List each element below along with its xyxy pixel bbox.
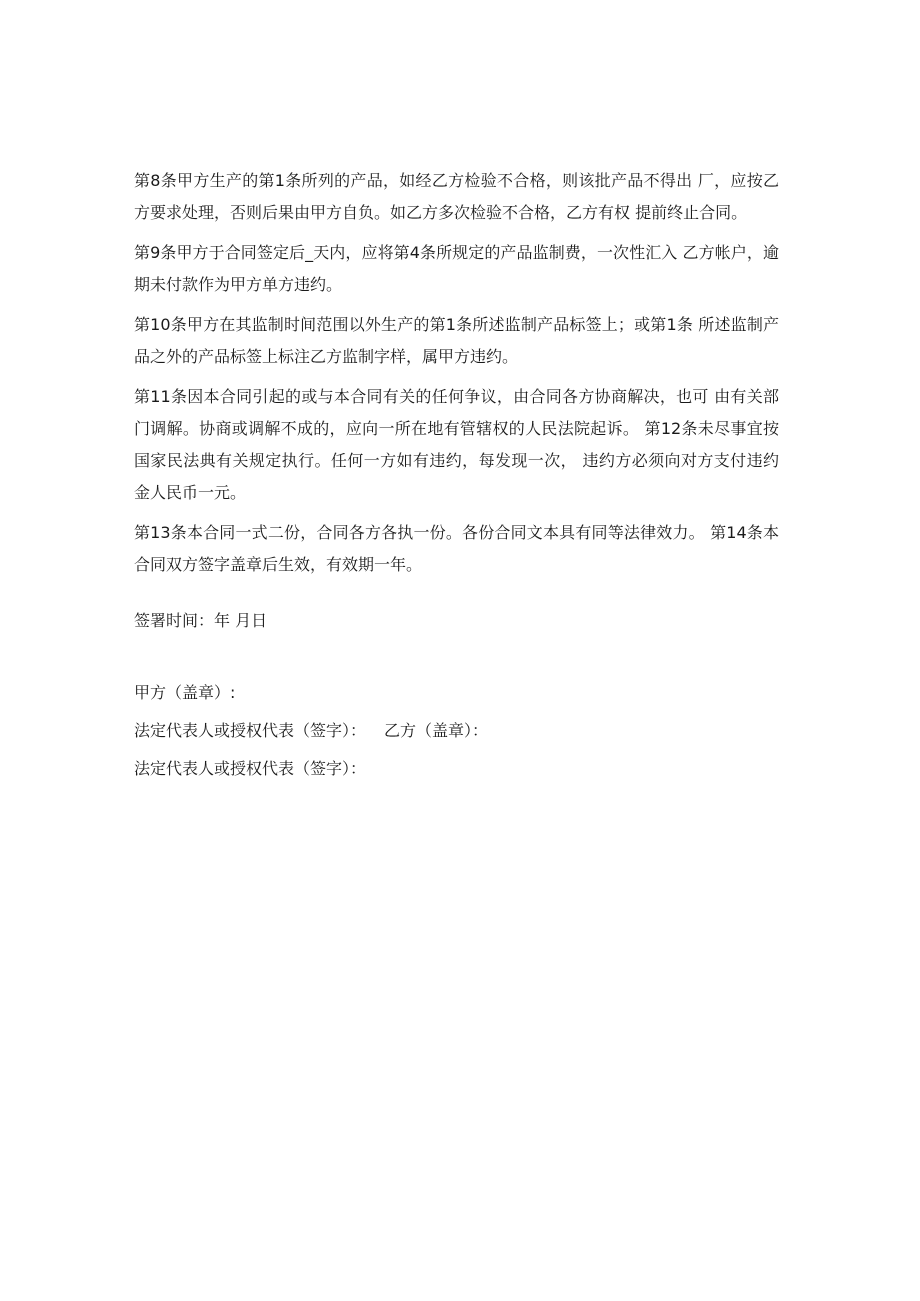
contract-body (134, 165, 779, 791)
clause-8: 第8条甲方生产的第1条所列的产品，如经乙方检验不合格，则该批产品不得出 厂，应按乙方要求处理，否则后果由甲方自负。如乙方多次检验不合格，乙方有权 提前终止合同。 (134, 171, 779, 222)
sign-date: 签署时间：年 月日 (134, 611, 268, 630)
signature-block (134, 677, 779, 785)
party-a-seal: 甲方（盖章）: (134, 683, 236, 702)
party-b-seal: 乙方（盖章）： (384, 721, 489, 740)
party-a-rep: 法定代表人或授权代表（签字）： (134, 721, 367, 740)
party-b-rep: 法定代表人或授权代表（签字）： (134, 759, 367, 778)
clause-9: 第9条甲方于合同签定后_天内，应将第4条所规定的产品监制费，一次性汇入 乙方帐户，逾期未付款作为甲方单方违约。 (134, 243, 779, 294)
clause-10: 第10条甲方在其监制时间范围以外生产的第1条所述监制产品标签上；或第1条 所述监制产品之外的产品标签上标注乙方监制字样，属甲方违约。 (134, 315, 779, 366)
party-a-rep-line (134, 715, 779, 747)
clause-13-14: 第13条本合同一式二份，合同各方各执一份。各份合同文本具有同等法律效力。 第14条本合同双方签字盖章后生效，有效期一年。 (134, 523, 779, 574)
clause-11-12: 第11条因本合同引起的或与本合同有关的任何争议，由合同各方协商解决，也可 由有关部门调解。协商或调解不成的，应向一所在地有管辖权的人民法院起诉。 第12条未尽事宜按国家民法典有关规定执行。任何一方如有违约，每发现一次， 违约方必须向对方支付违约金人民币一元。 (134, 387, 779, 502)
